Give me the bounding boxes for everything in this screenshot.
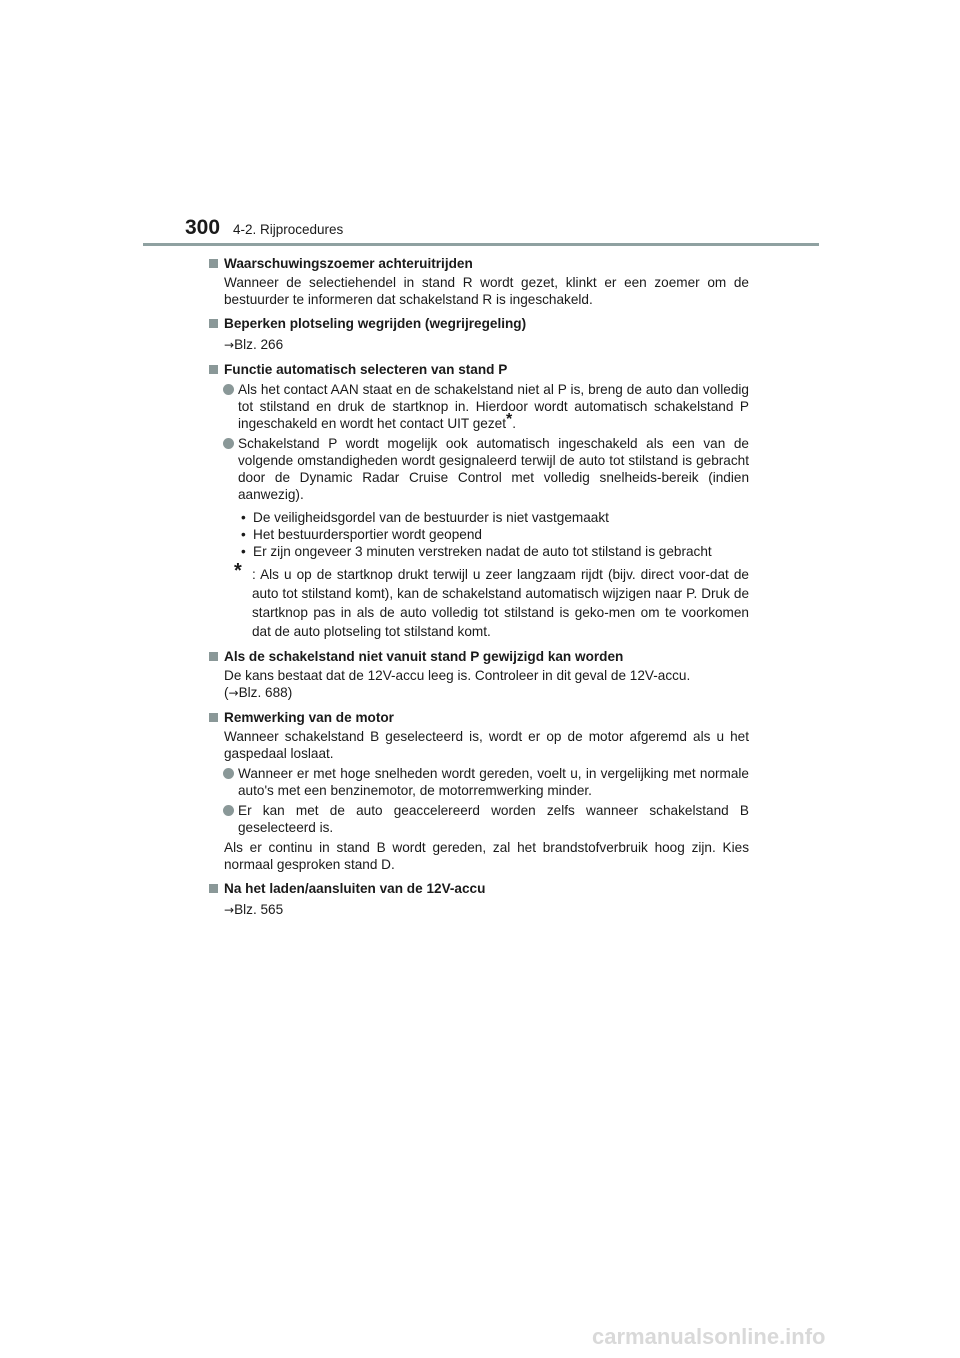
arrow-right-icon: → (224, 338, 235, 352)
circle-bullet-icon (223, 438, 234, 449)
arrow-right-icon: → (228, 686, 239, 700)
section-heading: Remwerking van de motor (209, 709, 749, 726)
circle-bullet-icon (223, 805, 234, 816)
circle-bullet-icon (223, 384, 234, 395)
square-bullet-icon (209, 319, 218, 328)
square-bullet-icon (209, 652, 218, 661)
chapter-title: 4-2. Rijprocedures (233, 222, 344, 237)
square-bullet-icon (209, 884, 218, 893)
footnote-marker: * (506, 411, 513, 428)
bullet-dot-icon: • (241, 544, 246, 559)
bullet-dot-icon: • (241, 510, 246, 525)
square-bullet-icon (209, 365, 218, 374)
list-item: • De veiligheidsgordel van de bestuurder is niet vastgemaakt (241, 510, 609, 525)
page-reference: →Blz. 266 (224, 337, 284, 352)
section-after-charging (209, 880, 749, 919)
page-reference: →Blz. 565 (224, 902, 284, 917)
page-header (185, 216, 825, 246)
section-text: Wanneer schakelstand B geselecteerd is, wordt er op de motor afgeremd als u het gaspedaal loslaat. (224, 729, 749, 761)
square-bullet-icon (209, 713, 218, 722)
list-item: Wanneer er met hoge snelheden wordt gereden, voelt u, in vergelijking met normale auto's met een benzinemotor, de motorremwerking minder. (209, 765, 749, 799)
section-p-not-changeable (209, 648, 749, 702)
header-divider (143, 243, 819, 246)
list-item: Als het contact AAN staat en de schakelstand niet al P is, breng de auto dan volledig tot stilstand en druk de startknop in. Hierdoor wordt automatisch schakelstand P ingeschakeld en wordt het contact UIT gezet*. (209, 381, 749, 432)
arrow-right-icon: → (224, 903, 235, 917)
section-engine-braking (209, 709, 749, 873)
list-item: • Er zijn ongeveer 3 minuten verstreken nadat de auto tot stilstand is gebracht (241, 544, 712, 559)
condition-list (209, 509, 749, 560)
watermark-area (592, 1324, 932, 1350)
section-reverse-buzzer (209, 255, 749, 308)
footnote: * : Als u op de startknop drukt terwijl u zeer langzaam rijdt (bijv. direct voor-dat de auto tot stilstand komt), kan de schakelstand automatisch wijzigen naar P. Druk de startknop pas in als de auto volledig tot stilstand is geko-men om te voorkomen dat de auto plotseling tot stilstand komt. (234, 560, 749, 639)
section-heading: Waarschuwingszoemer achteruitrijden (209, 255, 749, 272)
watermark: carmanualsonline.info (592, 1324, 826, 1349)
page-content (209, 255, 749, 923)
section-text: Als er continu in stand B wordt gereden, zal het brandstofverbruik hoog zijn. Kies normaal gesproken stand D. (224, 840, 749, 872)
square-bullet-icon (209, 259, 218, 268)
section-start-control (209, 315, 749, 354)
section-heading: Na het laden/aansluiten van de 12V-accu (209, 880, 749, 897)
section-heading: Als de schakelstand niet vanuit stand P gewijzigd kan worden (209, 648, 749, 665)
section-text: De kans bestaat dat de 12V-accu leeg is. Controleer in dit geval de 12V-accu. (224, 668, 691, 683)
section-text: Wanneer de selectiehendel in stand R wordt gezet, klinkt er een zoemer om de bestuurder te informeren dat schakelstand R is ingeschakeld. (224, 275, 749, 307)
page-reference: (→Blz. 688) (224, 685, 293, 700)
footnote-marker: * (234, 560, 242, 582)
section-auto-p (209, 361, 749, 641)
circle-bullet-icon (223, 768, 234, 779)
page-number: 300 (185, 216, 221, 239)
list-item: • Het bestuurdersportier wordt geopend (241, 527, 482, 542)
list-item: Schakelstand P wordt mogelijk ook automatisch ingeschakeld als een van de volgende omstandigheden wordt gesignaleerd terwijl de auto tot stilstand is gebracht door de Dynamic Radar Cruise Control met volledig snelheids-bereik (indien aanwezig). (209, 435, 749, 503)
list-item: Er kan met de auto geaccelereerd worden zelfs wanneer schakelstand B geselecteerd is. (209, 802, 749, 836)
bullet-dot-icon: • (241, 527, 246, 542)
section-heading: Beperken plotseling wegrijden (wegrijregeling) (209, 315, 749, 332)
section-heading: Functie automatisch selecteren van stand P (209, 361, 749, 378)
